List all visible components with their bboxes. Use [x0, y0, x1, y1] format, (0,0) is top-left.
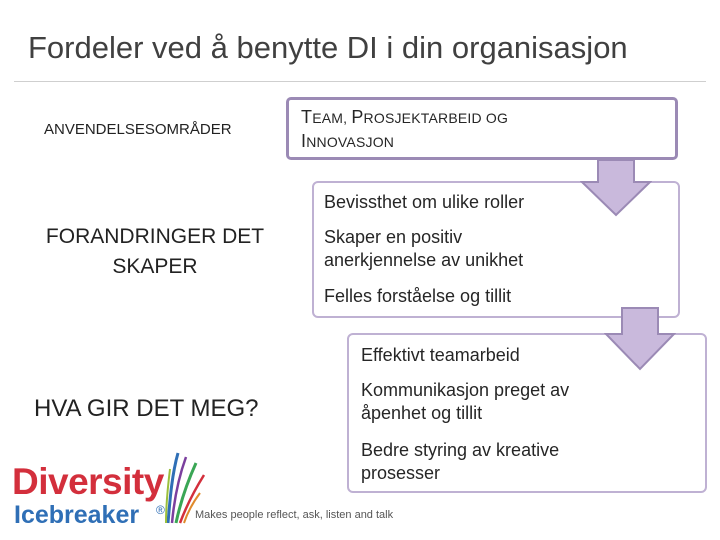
benefit-item-1: Effektivt teamarbeid: [361, 345, 520, 365]
logo-tagline: Makes people reflect, ask, listen and talk: [195, 509, 394, 521]
project-rest: ROSJEKTARBEID OG: [363, 110, 509, 126]
page-title: Fordeler ved å benytte DI i din organisasjon: [28, 30, 628, 65]
team-box-line1: [301, 106, 508, 130]
logo-word-diversity: Diversity: [12, 461, 164, 502]
changes-item-1: Bevissthet om ulike roller: [324, 192, 525, 212]
benefit-item-3: Bedre styring av kreative prosesser: [361, 440, 560, 483]
logo-word-icebreaker: Icebreaker: [14, 501, 140, 529]
changes-item-3: Felles forståelse og tillit: [324, 286, 512, 306]
label-changes-line2: SKAPER: [112, 255, 198, 278]
team-rest: EAM,: [312, 110, 352, 126]
benefit-item-2: Kommunikasjon preget av åpenhet og tillit: [361, 380, 570, 423]
down-arrow-icon-1: [580, 158, 652, 218]
label-benefit: HVA GIR DET MEG?: [34, 395, 259, 422]
innovation-rest: NNOVASJON: [306, 134, 395, 150]
down-arrow-icon-2: [604, 306, 676, 372]
label-changes-line1: FORANDRINGER DET: [45, 225, 265, 248]
project-initial: P: [351, 107, 364, 127]
team-box-text: [301, 106, 508, 154]
label-application-areas: ANVENDELSESOMRÅDER: [44, 121, 232, 138]
team-box-line2: [301, 130, 508, 154]
team-initial: T: [301, 107, 313, 127]
label-changes: [20, 222, 290, 282]
changes-item-2: Skaper en positiv anerkjennelse av unikhet: [324, 227, 524, 270]
team-box: [286, 97, 678, 160]
diversity-icebreaker-logo: [10, 447, 394, 537]
title-divider: [14, 81, 706, 82]
innovation-initial: I: [301, 131, 307, 151]
logo-registered-mark: ®: [156, 503, 165, 517]
